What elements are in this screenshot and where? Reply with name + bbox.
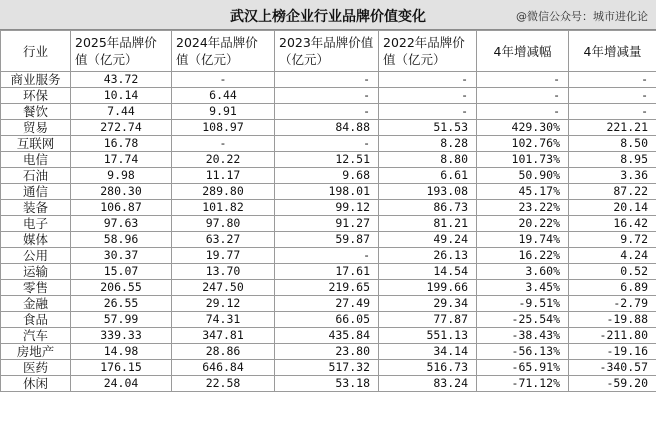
value-2024-cell: 646.84 xyxy=(172,360,275,376)
change-rate-cell: 50.90% xyxy=(477,168,569,184)
value-2024-cell: - xyxy=(172,72,275,88)
header-2024: 2024年品牌价值（亿元） xyxy=(172,31,275,72)
industry-cell: 贸易 xyxy=(1,120,71,136)
brand-value-table xyxy=(0,30,656,392)
value-2024-cell: 29.12 xyxy=(172,296,275,312)
industry-cell: 零售 xyxy=(1,280,71,296)
value-2025-cell: 57.99 xyxy=(71,312,172,328)
change-amount-cell: 6.89 xyxy=(569,280,656,296)
value-2022-cell: 51.53 xyxy=(379,120,477,136)
value-2025-cell: 43.72 xyxy=(71,72,172,88)
value-2025-cell: 16.78 xyxy=(71,136,172,152)
industry-cell: 运输 xyxy=(1,264,71,280)
table-row xyxy=(1,216,656,232)
header-change-rate: 4年增减幅 xyxy=(477,31,569,72)
value-2025-cell: 272.74 xyxy=(71,120,172,136)
value-2025-cell: 339.33 xyxy=(71,328,172,344)
value-2025-cell: 10.14 xyxy=(71,88,172,104)
value-2025-cell: 7.44 xyxy=(71,104,172,120)
value-2023-cell: 66.05 xyxy=(275,312,379,328)
table-row xyxy=(1,360,656,376)
change-rate-cell: -38.43% xyxy=(477,328,569,344)
value-2022-cell: 193.08 xyxy=(379,184,477,200)
value-2023-cell: - xyxy=(275,104,379,120)
value-2022-cell: - xyxy=(379,72,477,88)
value-2024-cell: 74.31 xyxy=(172,312,275,328)
header-industry: 行业 xyxy=(1,31,71,72)
value-2024-cell: 101.82 xyxy=(172,200,275,216)
table-row xyxy=(1,184,656,200)
table-row xyxy=(1,344,656,360)
table-row xyxy=(1,376,656,392)
value-2024-cell: 9.91 xyxy=(172,104,275,120)
change-amount-cell: 3.36 xyxy=(569,168,656,184)
value-2022-cell: 26.13 xyxy=(379,248,477,264)
change-amount-cell: 8.50 xyxy=(569,136,656,152)
change-rate-cell: 3.60% xyxy=(477,264,569,280)
value-2024-cell: 108.97 xyxy=(172,120,275,136)
value-2022-cell: 86.73 xyxy=(379,200,477,216)
table-row xyxy=(1,120,656,136)
change-amount-cell: 221.21 xyxy=(569,120,656,136)
change-rate-cell: - xyxy=(477,88,569,104)
change-rate-cell: -25.54% xyxy=(477,312,569,328)
change-rate-cell: 101.73% xyxy=(477,152,569,168)
value-2023-cell: - xyxy=(275,248,379,264)
value-2024-cell: 28.86 xyxy=(172,344,275,360)
value-2022-cell: 6.61 xyxy=(379,168,477,184)
value-2022-cell: 516.73 xyxy=(379,360,477,376)
value-2024-cell: 22.58 xyxy=(172,376,275,392)
value-2024-cell: 13.70 xyxy=(172,264,275,280)
industry-cell: 通信 xyxy=(1,184,71,200)
value-2023-cell: 198.01 xyxy=(275,184,379,200)
value-2022-cell: 8.28 xyxy=(379,136,477,152)
value-2022-cell: 199.66 xyxy=(379,280,477,296)
value-2022-cell: 81.21 xyxy=(379,216,477,232)
value-2024-cell: 20.22 xyxy=(172,152,275,168)
change-amount-cell: 9.72 xyxy=(569,232,656,248)
table-row xyxy=(1,152,656,168)
industry-cell: 环保 xyxy=(1,88,71,104)
change-amount-cell: -59.20 xyxy=(569,376,656,392)
table-row xyxy=(1,104,656,120)
value-2024-cell: 6.44 xyxy=(172,88,275,104)
header-2022: 2022年品牌价值（亿元） xyxy=(379,31,477,72)
change-rate-cell: -56.13% xyxy=(477,344,569,360)
change-amount-cell: 20.14 xyxy=(569,200,656,216)
table-row xyxy=(1,296,656,312)
header-change-amount: 4年增减量 xyxy=(569,31,656,72)
industry-cell: 金融 xyxy=(1,296,71,312)
value-2022-cell: 34.14 xyxy=(379,344,477,360)
source-watermark: @微信公众号：城市进化论 xyxy=(516,10,648,23)
value-2024-cell: 97.80 xyxy=(172,216,275,232)
title-bar xyxy=(0,0,656,30)
value-2022-cell: 83.24 xyxy=(379,376,477,392)
table-row xyxy=(1,72,656,88)
change-amount-cell: 8.95 xyxy=(569,152,656,168)
change-amount-cell: -340.57 xyxy=(569,360,656,376)
change-amount-cell: - xyxy=(569,88,656,104)
value-2023-cell: - xyxy=(275,72,379,88)
value-2023-cell: - xyxy=(275,88,379,104)
value-2023-cell: 84.88 xyxy=(275,120,379,136)
table-title: 武汉上榜企业行业品牌价值变化 xyxy=(230,9,426,25)
value-2022-cell: 14.54 xyxy=(379,264,477,280)
value-2023-cell: 435.84 xyxy=(275,328,379,344)
value-2022-cell: 29.34 xyxy=(379,296,477,312)
value-2023-cell: 517.32 xyxy=(275,360,379,376)
change-rate-cell: -65.91% xyxy=(477,360,569,376)
value-2024-cell: 63.27 xyxy=(172,232,275,248)
change-rate-cell: -71.12% xyxy=(477,376,569,392)
industry-cell: 互联网 xyxy=(1,136,71,152)
value-2024-cell: 19.77 xyxy=(172,248,275,264)
industry-cell: 商业服务 xyxy=(1,72,71,88)
value-2024-cell: 347.81 xyxy=(172,328,275,344)
industry-cell: 公用 xyxy=(1,248,71,264)
value-2025-cell: 17.74 xyxy=(71,152,172,168)
industry-cell: 电信 xyxy=(1,152,71,168)
value-2025-cell: 58.96 xyxy=(71,232,172,248)
value-2024-cell: - xyxy=(172,136,275,152)
value-2024-cell: 289.80 xyxy=(172,184,275,200)
header-row xyxy=(1,31,656,72)
table-row xyxy=(1,136,656,152)
value-2025-cell: 14.98 xyxy=(71,344,172,360)
table-row xyxy=(1,200,656,216)
change-rate-cell: 3.45% xyxy=(477,280,569,296)
industry-cell: 电子 xyxy=(1,216,71,232)
table-row xyxy=(1,88,656,104)
change-rate-cell: 23.22% xyxy=(477,200,569,216)
value-2023-cell: 91.27 xyxy=(275,216,379,232)
value-2023-cell: 53.18 xyxy=(275,376,379,392)
value-2023-cell: 17.61 xyxy=(275,264,379,280)
value-2024-cell: 11.17 xyxy=(172,168,275,184)
industry-cell: 医药 xyxy=(1,360,71,376)
change-rate-cell: 16.22% xyxy=(477,248,569,264)
table-row xyxy=(1,168,656,184)
value-2025-cell: 30.37 xyxy=(71,248,172,264)
table-row xyxy=(1,328,656,344)
change-rate-cell: - xyxy=(477,72,569,88)
change-amount-cell: -19.88 xyxy=(569,312,656,328)
change-rate-cell: 19.74% xyxy=(477,232,569,248)
change-rate-cell: -9.51% xyxy=(477,296,569,312)
change-amount-cell: -2.79 xyxy=(569,296,656,312)
industry-cell: 休闲 xyxy=(1,376,71,392)
table-row xyxy=(1,232,656,248)
value-2025-cell: 24.04 xyxy=(71,376,172,392)
value-2023-cell: 9.68 xyxy=(275,168,379,184)
change-amount-cell: 16.42 xyxy=(569,216,656,232)
industry-cell: 餐饮 xyxy=(1,104,71,120)
industry-cell: 食品 xyxy=(1,312,71,328)
change-amount-cell: - xyxy=(569,104,656,120)
value-2023-cell: 99.12 xyxy=(275,200,379,216)
change-amount-cell: 87.22 xyxy=(569,184,656,200)
industry-cell: 房地产 xyxy=(1,344,71,360)
table-body xyxy=(1,72,656,392)
value-2025-cell: 206.55 xyxy=(71,280,172,296)
change-amount-cell: -19.16 xyxy=(569,344,656,360)
change-amount-cell: - xyxy=(569,72,656,88)
value-2023-cell: 27.49 xyxy=(275,296,379,312)
value-2025-cell: 280.30 xyxy=(71,184,172,200)
industry-cell: 媒体 xyxy=(1,232,71,248)
industry-cell: 石油 xyxy=(1,168,71,184)
header-2025: 2025年品牌价值（亿元） xyxy=(71,31,172,72)
change-amount-cell: -211.80 xyxy=(569,328,656,344)
value-2025-cell: 26.55 xyxy=(71,296,172,312)
value-2022-cell: - xyxy=(379,104,477,120)
change-rate-cell: 102.76% xyxy=(477,136,569,152)
header-2023: 2023年品牌价值（亿元） xyxy=(275,31,379,72)
change-rate-cell: 429.30% xyxy=(477,120,569,136)
value-2023-cell: 219.65 xyxy=(275,280,379,296)
value-2023-cell: 12.51 xyxy=(275,152,379,168)
value-2022-cell: 77.87 xyxy=(379,312,477,328)
value-2025-cell: 15.07 xyxy=(71,264,172,280)
table-row xyxy=(1,248,656,264)
value-2025-cell: 176.15 xyxy=(71,360,172,376)
change-rate-cell: 20.22% xyxy=(477,216,569,232)
change-rate-cell: 45.17% xyxy=(477,184,569,200)
value-2022-cell: - xyxy=(379,88,477,104)
value-2023-cell: 23.80 xyxy=(275,344,379,360)
value-2022-cell: 49.24 xyxy=(379,232,477,248)
value-2023-cell: - xyxy=(275,136,379,152)
table-row xyxy=(1,280,656,296)
value-2022-cell: 8.80 xyxy=(379,152,477,168)
change-rate-cell: - xyxy=(477,104,569,120)
value-2022-cell: 551.13 xyxy=(379,328,477,344)
value-2023-cell: 59.87 xyxy=(275,232,379,248)
change-amount-cell: 0.52 xyxy=(569,264,656,280)
industry-cell: 装备 xyxy=(1,200,71,216)
value-2024-cell: 247.50 xyxy=(172,280,275,296)
change-amount-cell: 4.24 xyxy=(569,248,656,264)
table-row xyxy=(1,312,656,328)
table-row xyxy=(1,264,656,280)
industry-cell: 汽车 xyxy=(1,328,71,344)
value-2025-cell: 97.63 xyxy=(71,216,172,232)
value-2025-cell: 9.98 xyxy=(71,168,172,184)
value-2025-cell: 106.87 xyxy=(71,200,172,216)
